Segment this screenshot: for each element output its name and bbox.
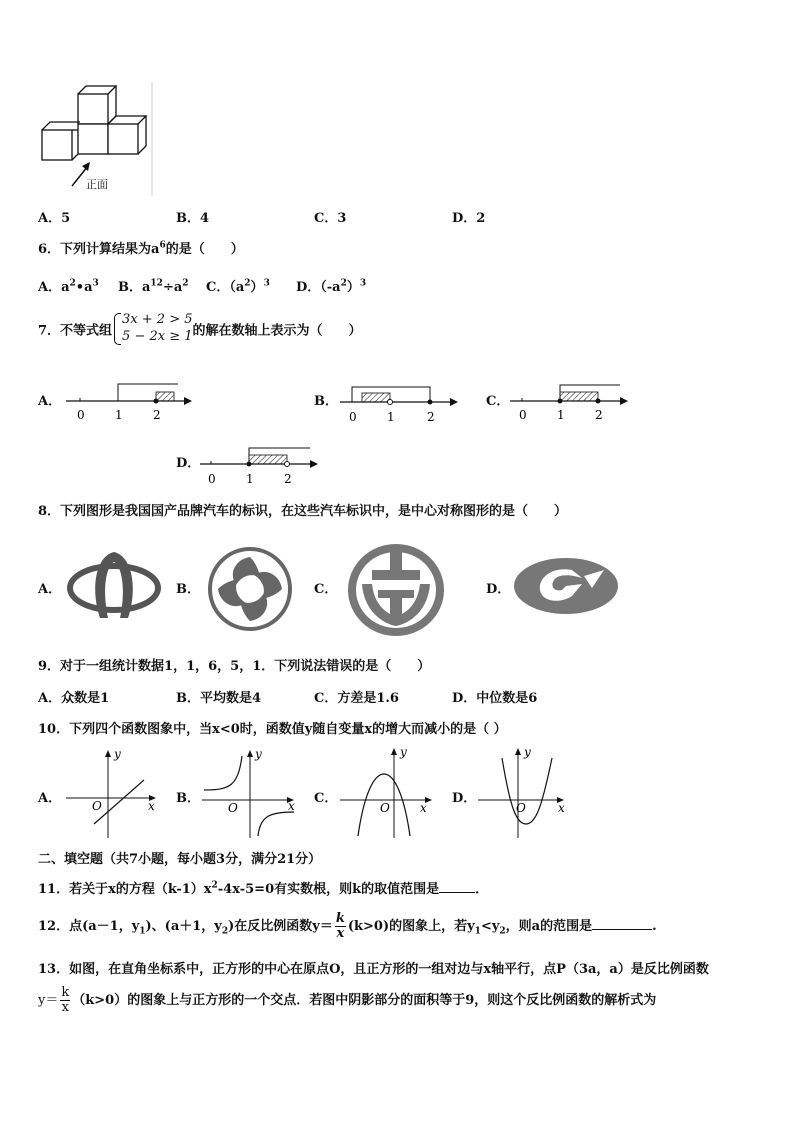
svg-text:1: 1: [246, 472, 254, 486]
q8-option-a-label: A．: [38, 582, 62, 597]
front-label: 正面: [86, 178, 108, 191]
q10-option-a-label: A．: [38, 791, 62, 806]
svg-text:O: O: [380, 801, 390, 815]
svg-text:x: x: [288, 799, 295, 813]
q5-option-c: C．3: [314, 211, 347, 226]
q5-option-a: A．5: [38, 211, 71, 226]
svg-text:0: 0: [349, 410, 357, 424]
q8-stem: 8．下列图形是我国国产品牌汽车的标识，在这些汽车标识中，是中心对称图形的是（ ）: [38, 504, 568, 519]
svg-text:x: x: [148, 799, 155, 813]
svg-text:2: 2: [284, 472, 292, 486]
svg-text:x: x: [420, 801, 427, 815]
q8-option-c-label: C．: [314, 582, 338, 597]
q12-fraction: $\frac{k}{x}$: [335, 911, 345, 941]
q11-stem: 11．若关于x的方程$(k-1)x^2-4x-5=0$有实数根，则k的取值范围是 ．: [38, 880, 489, 897]
q8-option-d-label: D．: [486, 582, 511, 597]
q9-option-c: C．方差是1.6: [314, 691, 399, 706]
svg-text:1: 1: [387, 410, 395, 424]
q11-answer-blank[interactable]: [439, 880, 475, 893]
section-title: 二、填空题（共7小题，每小题3分，满分21分）: [38, 852, 322, 867]
q10-option-b-label: B．: [176, 791, 200, 806]
q7-option-a-label: A．: [38, 394, 62, 409]
q6-option-a: A．$a^2•a^3$: [38, 278, 99, 295]
svg-text:1: 1: [115, 408, 123, 422]
car-logo-b: [206, 545, 294, 633]
svg-text:O: O: [228, 801, 238, 815]
q7-stem: 7．不等式组 3x + 2 > 5 5 − 2x ≥ 1 的解在数轴上表示为（ ）: [38, 312, 362, 344]
svg-text:2: 2: [427, 410, 435, 424]
svg-text:y: y: [400, 745, 407, 759]
q7-option-d-label: D．: [176, 456, 201, 471]
svg-text:1: 1: [557, 408, 565, 422]
q13-line1: 13．如图，在直角坐标系中，正方形的中心在原点O，且正方形的一组对边与x轴平行，点P（3a，a）是反比例函数: [38, 962, 709, 977]
q10-option-c-label: C．: [314, 791, 338, 806]
q6-option-c: C．$(a^2)^3$: [206, 278, 270, 295]
svg-text:y: y: [255, 747, 262, 761]
q9-option-b: B．平均数是4: [176, 691, 262, 706]
inequality-system: 3x + 2 > 5 5 − 2x ≥ 1: [112, 312, 192, 346]
q5-option-b: B．4: [176, 211, 210, 226]
q7-number-line-a: [66, 378, 196, 424]
q8-option-b-label: B．: [176, 582, 200, 597]
q7-number-line-b: [340, 380, 464, 426]
q13-fraction: $\frac{k}{x}$: [61, 985, 70, 1015]
q10-graph-d: [476, 744, 572, 840]
q7-option-c-label: C．: [486, 394, 510, 409]
q6-stem: 6．下列计算结果为$a^6$的是（ ）: [38, 240, 244, 257]
svg-text:y: y: [524, 745, 531, 759]
q9-option-a: A．众数是1: [38, 691, 110, 706]
svg-text:O: O: [516, 801, 526, 815]
q7-number-line-c: [510, 378, 634, 424]
q9-option-d: D．中位数是6: [452, 691, 538, 706]
svg-text:y: y: [114, 747, 121, 761]
q12-answer-blank[interactable]: [592, 917, 652, 930]
svg-text:0: 0: [77, 408, 85, 422]
svg-text:2: 2: [153, 408, 161, 422]
q10-stem: 10．下列四个函数图象中，当x<0时，函数值y随自变量x的增大而减小的是（ ）: [38, 722, 507, 737]
q7-number-line-d: [200, 442, 324, 488]
q12-stem: 12．点(a－1，$y_1$)、(a＋1，$y_2$)在反比例函数y＝ $\frac{k}{x}$ (k>0)的图象上，若$y_1<y_2$，则a的范围是 .: [38, 911, 657, 941]
car-logo-d: [512, 556, 620, 616]
q10-graph-b: [200, 746, 300, 840]
car-logo-c: [344, 540, 448, 640]
svg-text:O: O: [92, 799, 102, 813]
q7-option-b-label: B．: [314, 394, 338, 409]
q6-option-d: D．$(-a^2)^3$: [296, 278, 367, 295]
car-logo-a: [66, 548, 162, 622]
q9-stem: 9．对于一组统计数据1，1，6，5，1．下列说法错误的是（ ）: [38, 659, 431, 674]
svg-text:0: 0: [519, 408, 527, 422]
q10-graph-a: [64, 746, 160, 840]
q13-line2: y＝ $\frac{k}{x}$ （k>0）的图象上与正方形的一个交点．若图中阴影部分的面积等于9，则这个反比例函数的解析式为: [38, 985, 657, 1015]
q10-option-d-label: D．: [452, 791, 477, 806]
q10-graph-c: [338, 744, 438, 840]
q6-option-b: B．$a^{12}\div a^2$: [118, 278, 189, 295]
svg-text:x: x: [558, 801, 565, 815]
svg-text:2: 2: [595, 408, 603, 422]
svg-text:0: 0: [208, 472, 216, 486]
q5-option-d: D．2: [452, 211, 486, 226]
